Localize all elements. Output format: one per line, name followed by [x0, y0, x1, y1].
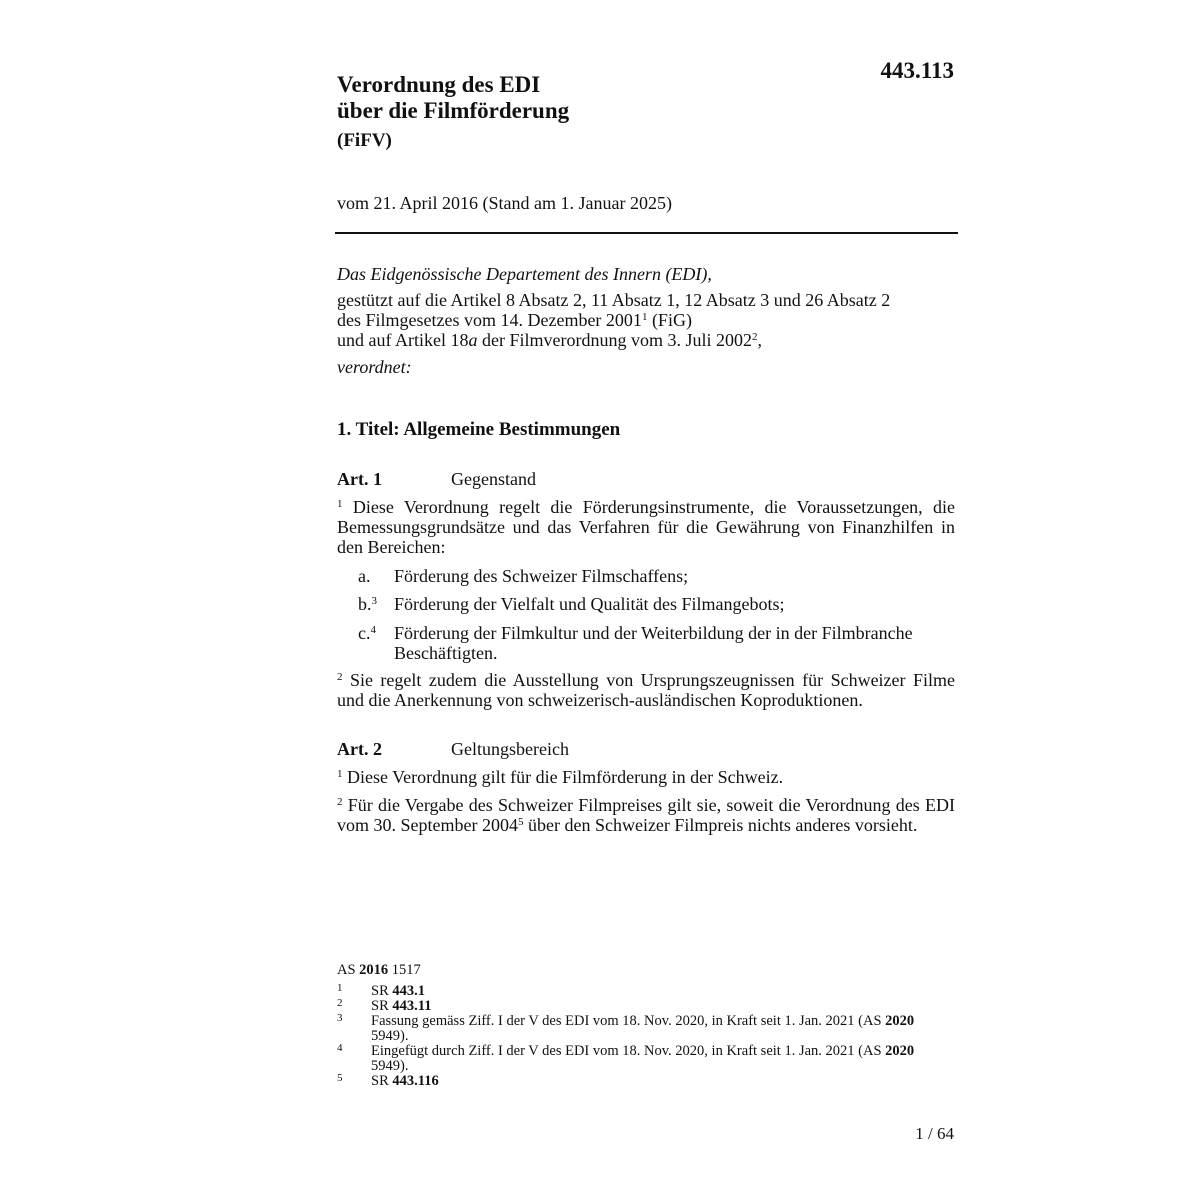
footnote-text: SR [371, 998, 393, 1014]
paragraph-text: Diese Verordnung gilt für die Filmförderung in der Schweiz. [342, 767, 784, 787]
footnote-ref[interactable]: 3 [371, 595, 377, 607]
basis-text: und auf Artikel 18 [337, 330, 469, 350]
footnote-text: SR [371, 983, 393, 999]
footnote-text: Fassung gemäss Ziff. I der V des EDI vom 18. Nov. 2020, in Kraft seit 1. Jan. 2021 (AS [371, 1013, 886, 1029]
footnote-item [337, 999, 937, 1014]
footnote-bold: 443.116 [392, 1073, 439, 1089]
article-1-paragraph-2 [337, 670, 955, 710]
preamble-verb: verordnet: [337, 357, 412, 377]
paragraph-text: Sie regelt zudem die Ausstellung von Ursprungszeugnissen für Schweizer Filme und die Anerkennung von schweizerisch-ausländischen Koproduktionen. [337, 670, 955, 710]
list-item-text: Förderung der Filmkultur und der Weiterbildung der in der Filmbranche Beschäftigten. [394, 623, 913, 663]
basis-text: (FiG) [647, 310, 692, 330]
paragraph-number: 1 [337, 768, 343, 780]
document-title [337, 72, 569, 124]
footnote-bold: 443.1 [392, 983, 425, 999]
paragraph-text: Diese Verordnung regelt die Förderungsinstrumente, die Voraussetzungen, die Bemessungsgrundsätze und das Verfahren für die Gewährung von Finanzhilfen in den Bereichen: [337, 497, 955, 557]
article-2-heading [337, 739, 569, 760]
article-1-heading [337, 469, 536, 490]
preamble-basis-line-2 [337, 310, 957, 330]
title-line-1: Verordnung des EDI [337, 72, 541, 97]
abbreviation: (FiFV) [337, 130, 392, 151]
page-number: 1 / 64 [915, 1124, 954, 1143]
preamble-basis-line-1: gestützt auf die Artikel 8 Absatz 2, 11 Absatz 1, 12 Absatz 3 und 26 Absatz 2 [337, 290, 891, 310]
footnote-item [337, 1074, 937, 1089]
footnote-item [337, 1044, 937, 1074]
list-marker [358, 594, 377, 614]
as-reference [337, 962, 421, 979]
article-number: Art. 1 [337, 469, 382, 489]
footnote-text: Eingefügt durch Ziff. I der V des EDI vom 18. Nov. 2020, in Kraft seit 1. Jan. 2021 (AS [371, 1043, 886, 1059]
list-marker [358, 566, 371, 586]
footnote-item [337, 1014, 937, 1044]
footnote-bold: 2020 [885, 1013, 915, 1029]
basis-text-italic: a [468, 330, 478, 350]
article-title: Gegenstand [451, 469, 536, 489]
list-marker-letter: b. [358, 594, 372, 614]
date-line: vom 21. April 2016 (Stand am 1. Januar 2025) [337, 193, 672, 213]
paragraph-number: 1 [337, 498, 343, 510]
article-1-paragraph-1 [337, 497, 955, 557]
header-rule [335, 232, 958, 234]
article-2-paragraph-1 [337, 767, 955, 787]
footnote-number: 4 [337, 1042, 343, 1054]
list-item [358, 594, 955, 614]
preamble-basis-line-3 [337, 330, 957, 350]
basis-text: der Filmverordnung vom 3. Juli 2002 [477, 330, 752, 350]
title-line-2: über die Filmförderung [337, 98, 570, 123]
footnote-bold: 443.11 [392, 998, 432, 1014]
paragraph-text: über den Schweizer Filmpreis nichts anderes vorsieht. [523, 815, 918, 835]
list-marker-letter: a. [358, 566, 371, 586]
article-title: Geltungsbereich [451, 739, 569, 759]
section-title: 1. Titel: Allgemeine Bestimmungen [337, 419, 621, 440]
preamble-authority: Das Eidgenössische Departement des Innern (EDI), [337, 264, 712, 284]
list-item-text: Förderung des Schweizer Filmschaffens; [394, 566, 689, 586]
footnotes [337, 984, 937, 1089]
list-item [358, 623, 955, 663]
list-marker [358, 623, 376, 643]
paragraph-text: Für die Vergabe des Schweizer Filmpreises gilt sie, soweit die Verordnung des EDI vom 30. September 2004 [337, 795, 955, 835]
footnote-text: 5949). [371, 1058, 409, 1074]
footnote-number: 5 [337, 1072, 343, 1084]
footnote-text: SR [371, 1073, 393, 1089]
footnote-number: 3 [337, 1012, 343, 1024]
list-item-text: Förderung der Vielfalt und Qualität des Filmangebots; [394, 594, 785, 614]
sr-number: 443.113 [880, 58, 954, 83]
basis-text: des Filmgesetzes vom 14. Dezember 2001 [337, 310, 642, 330]
as-prefix: AS [337, 962, 360, 978]
footnote-ref[interactable]: 1 [641, 311, 648, 323]
article-2-paragraph-2 [337, 795, 955, 835]
list-item [358, 566, 955, 586]
footnote-text: 5949). [371, 1028, 409, 1044]
basis-text: , [757, 330, 762, 350]
footnote-number: 2 [337, 997, 343, 1009]
footnote-number: 1 [337, 982, 343, 994]
footnote-bold: 2020 [885, 1043, 915, 1059]
footnote-item [337, 984, 937, 999]
as-page: 1517 [388, 962, 421, 978]
article-number: Art. 2 [337, 739, 382, 759]
paragraph-number: 2 [337, 671, 343, 683]
as-year: 2016 [359, 962, 389, 978]
footnote-ref[interactable]: 4 [370, 624, 376, 636]
footnote-ref[interactable]: 5 [517, 816, 524, 828]
list-marker-letter: c. [358, 623, 371, 643]
footnote-ref[interactable]: 2 [751, 331, 758, 343]
preamble-basis [337, 290, 957, 350]
paragraph-number: 2 [337, 796, 343, 808]
